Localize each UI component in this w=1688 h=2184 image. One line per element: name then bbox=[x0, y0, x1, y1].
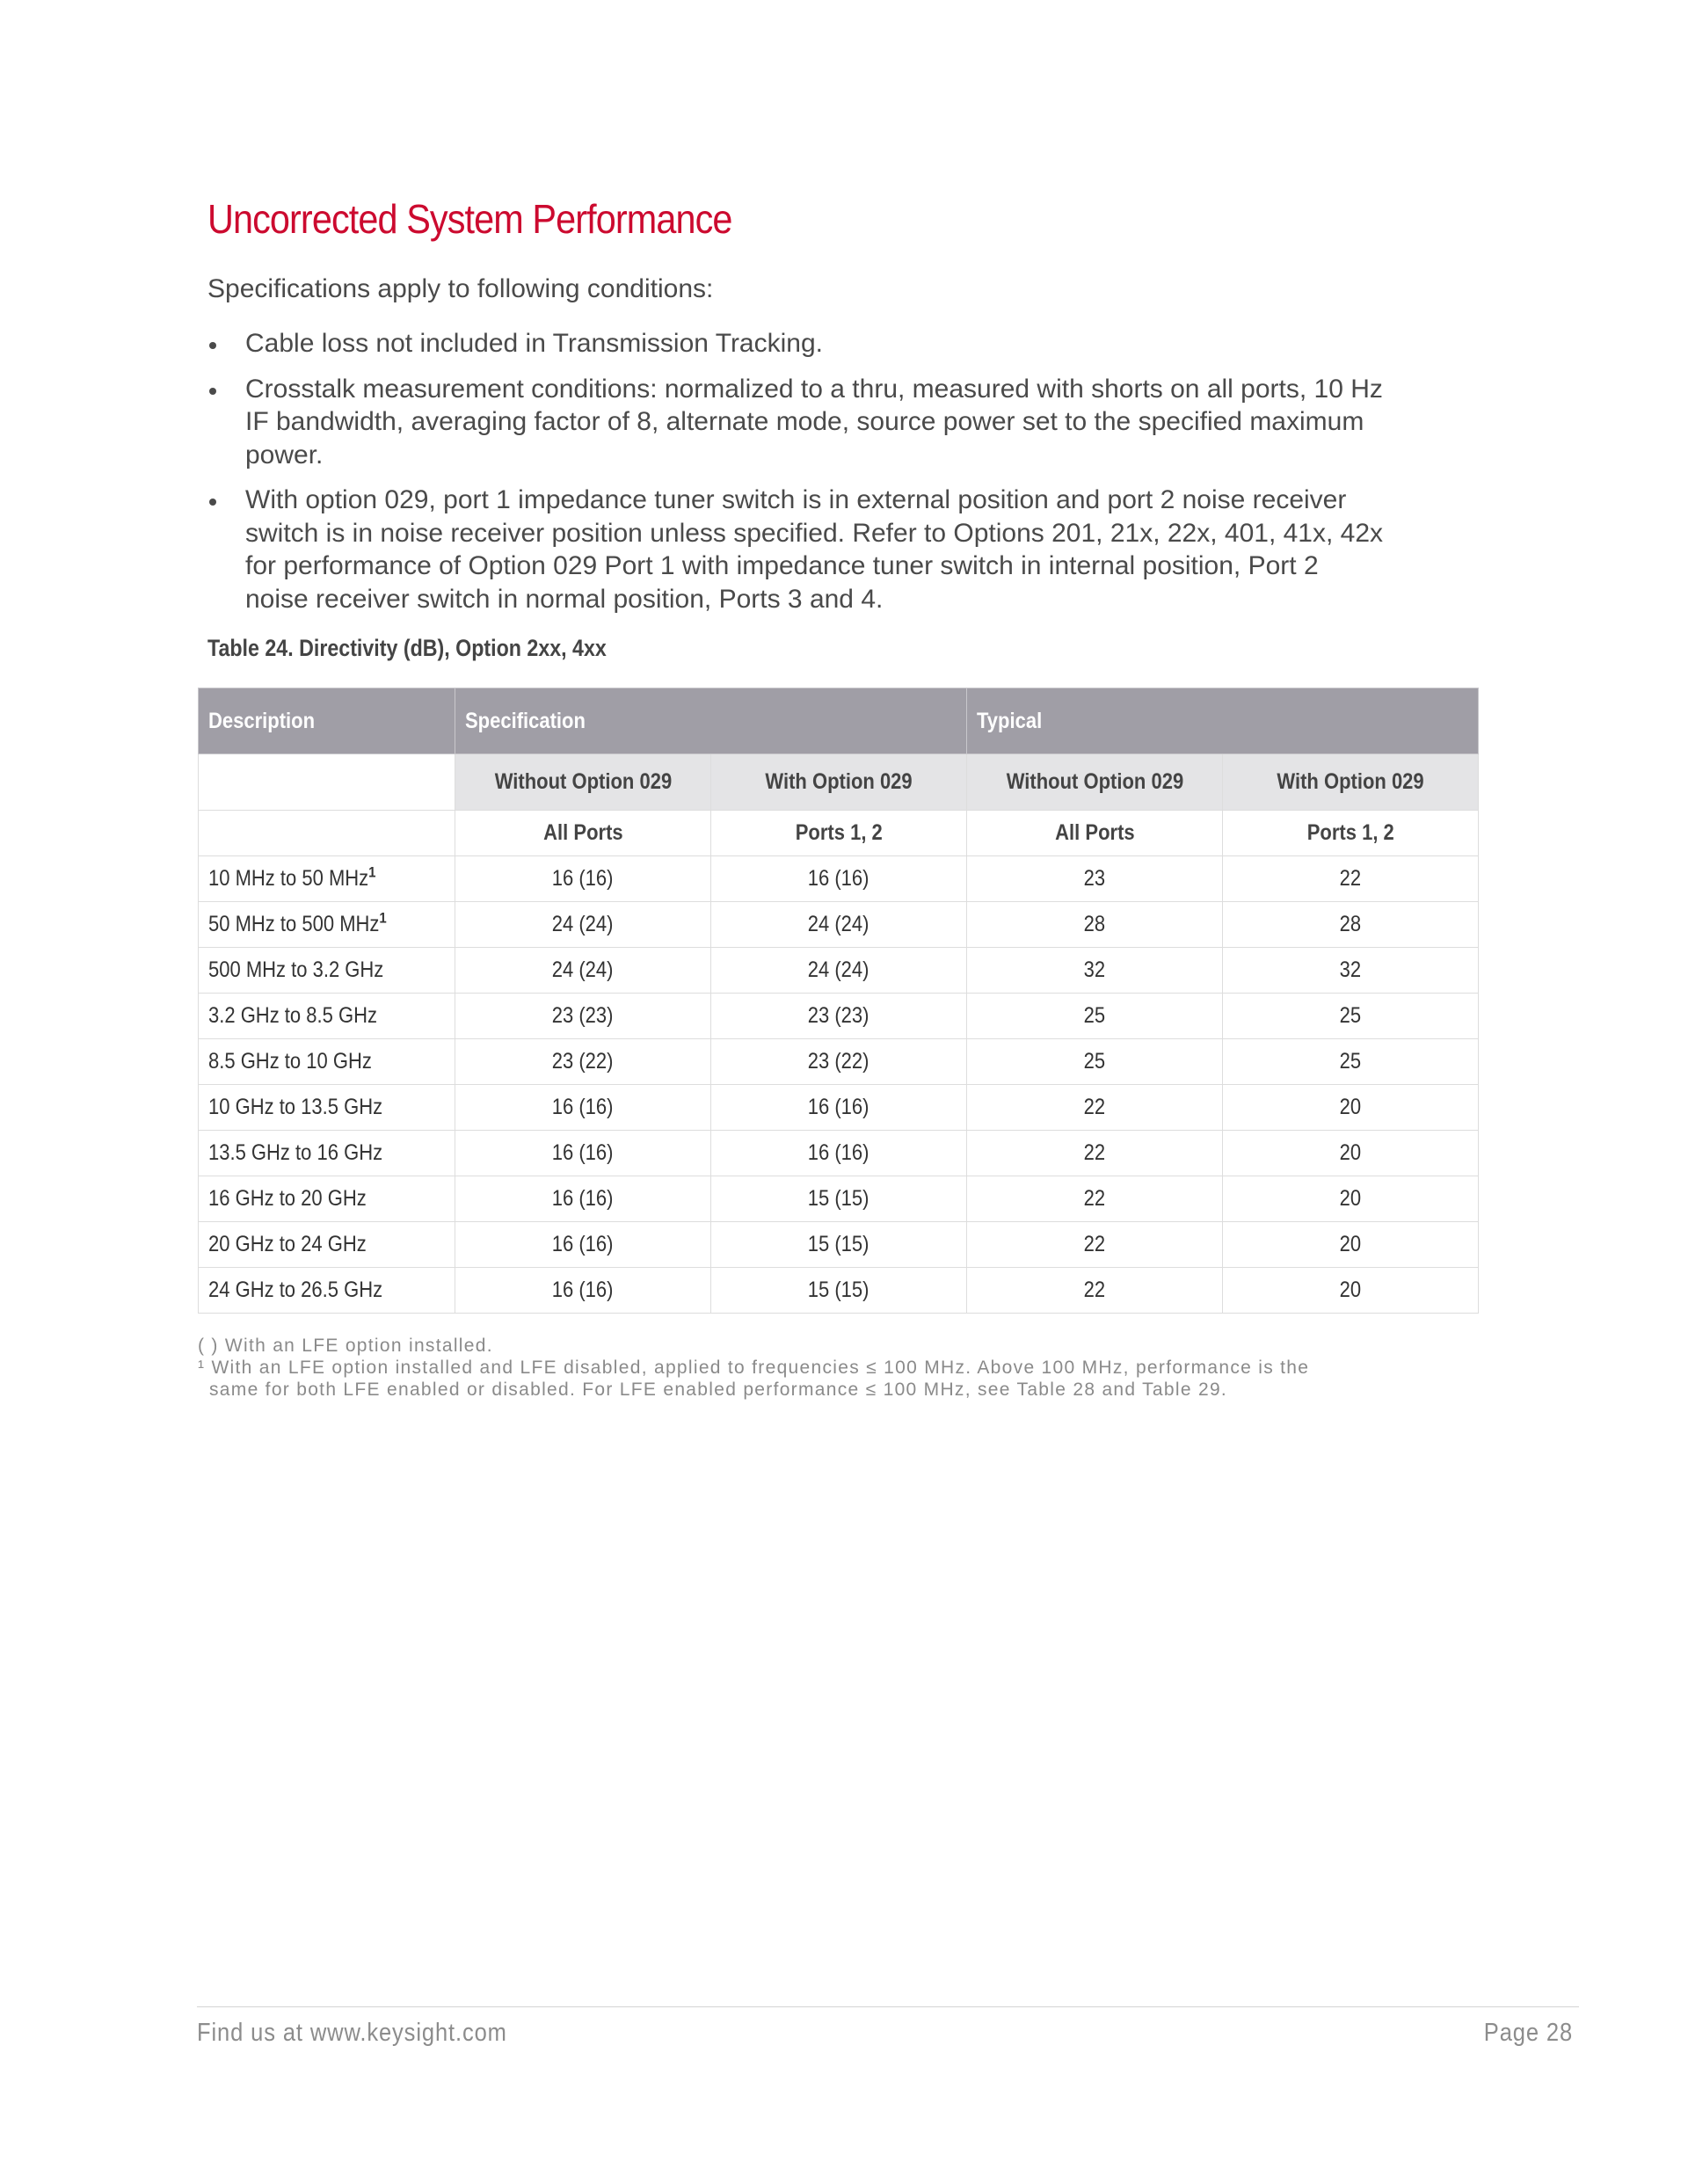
condition-item bbox=[207, 327, 1386, 360]
subheader-spec-with-029: With Option 029 bbox=[711, 754, 967, 811]
row-description bbox=[199, 1131, 455, 1176]
value-cell: 16 (16) bbox=[455, 856, 711, 902]
value-cell: 22 bbox=[967, 1131, 1223, 1176]
value-cell: 22 bbox=[967, 1085, 1223, 1131]
value-cell: 20 bbox=[1223, 1222, 1479, 1268]
row-description bbox=[199, 1085, 455, 1131]
table-row bbox=[199, 902, 1479, 948]
table-row bbox=[199, 994, 1479, 1039]
directivity-table bbox=[198, 688, 1479, 1314]
value-cell: 25 bbox=[1223, 1039, 1479, 1085]
row-description bbox=[199, 948, 455, 994]
value-cell: 20 bbox=[1223, 1176, 1479, 1222]
footnote-1-continued: same for both LFE enabled or disabled. For LFE enabled performance ≤ 100 MHz, see Table 28 and Table 29. bbox=[209, 1380, 1228, 1400]
condition-item bbox=[207, 484, 1386, 615]
bullet-icon bbox=[209, 499, 216, 506]
value-cell: 16 (16) bbox=[711, 856, 967, 902]
value-cell: 16 (16) bbox=[711, 1085, 967, 1131]
table-caption: Table 24. Directivity (dB), Option 2xx, 4xx bbox=[207, 635, 607, 661]
row-description bbox=[199, 1039, 455, 1085]
frequency-range: 20 GHz to 24 GHz bbox=[208, 1232, 367, 1256]
footer-divider bbox=[197, 2006, 1579, 2007]
frequency-range: 500 MHz to 3.2 GHz bbox=[208, 957, 384, 982]
frequency-range: 13.5 GHz to 16 GHz bbox=[208, 1140, 383, 1165]
value-cell: 16 (16) bbox=[455, 1222, 711, 1268]
condition-text: With option 029, port 1 impedance tuner switch is in external position and port 2 noise receiver switch is in noise receiver position unless specified. Refer to Options 201, 21x, 22x, 401, 41x, 42x for performance of Option 029 Port 1 with impedance tuner switch in internal position, Port 2 noise receiver switch in normal position, Ports 3 and 4. bbox=[245, 485, 1384, 614]
row-description bbox=[199, 1222, 455, 1268]
value-cell: 25 bbox=[967, 994, 1223, 1039]
table-row bbox=[199, 1085, 1479, 1131]
table-row bbox=[199, 1039, 1479, 1085]
value-cell: 24 (24) bbox=[711, 902, 967, 948]
frequency-range: 10 GHz to 13.5 GHz bbox=[208, 1095, 383, 1119]
ports-cell: All Ports bbox=[967, 811, 1223, 856]
bullet-icon bbox=[209, 342, 216, 349]
table-row bbox=[199, 856, 1479, 902]
subheader-typ-without-029: Without Option 029 bbox=[967, 754, 1223, 811]
header-specification: Specification bbox=[455, 688, 967, 754]
ports-cell: Ports 1, 2 bbox=[711, 811, 967, 856]
condition-text: Crosstalk measurement conditions: normalized to a thru, measured with shorts on all ports, 10 Hz IF bandwidth, averaging factor of 8, alternate mode, source power set to the specified maximum power. bbox=[245, 374, 1383, 470]
frequency-range: 8.5 GHz to 10 GHz bbox=[208, 1049, 372, 1074]
value-cell: 22 bbox=[967, 1268, 1223, 1314]
value-cell: 23 (23) bbox=[455, 994, 711, 1039]
value-cell: 16 (16) bbox=[455, 1176, 711, 1222]
value-cell: 24 (24) bbox=[455, 948, 711, 994]
table-row bbox=[199, 1268, 1479, 1314]
value-cell: 15 (15) bbox=[711, 1222, 967, 1268]
value-cell: 28 bbox=[967, 902, 1223, 948]
page-title: Uncorrected System Performance bbox=[207, 196, 732, 242]
header-description: Description bbox=[199, 688, 455, 754]
value-cell: 22 bbox=[967, 1176, 1223, 1222]
table-row bbox=[199, 1176, 1479, 1222]
condition-text: Cable loss not included in Transmission Tracking. bbox=[245, 329, 823, 358]
table-row bbox=[199, 1131, 1479, 1176]
value-cell: 20 bbox=[1223, 1085, 1479, 1131]
frequency-range: 24 GHz to 26.5 GHz bbox=[208, 1278, 383, 1302]
value-cell: 32 bbox=[967, 948, 1223, 994]
lfe-note: ( ) With an LFE option installed. bbox=[198, 1336, 493, 1356]
value-cell: 15 (15) bbox=[711, 1268, 967, 1314]
footnote-1-mark: ¹ bbox=[198, 1358, 206, 1378]
footer-page-number: Page 28 bbox=[1483, 2019, 1573, 2047]
footer-website: Find us at www.keysight.com bbox=[197, 2019, 507, 2047]
value-cell: 25 bbox=[967, 1039, 1223, 1085]
header-typical: Typical bbox=[967, 688, 1479, 754]
value-cell: 22 bbox=[967, 1222, 1223, 1268]
row-description bbox=[199, 1268, 455, 1314]
row-description bbox=[199, 1176, 455, 1222]
table-row bbox=[199, 948, 1479, 994]
value-cell: 16 (16) bbox=[455, 1085, 711, 1131]
table-header-row bbox=[199, 688, 1479, 754]
frequency-range: 3.2 GHz to 8.5 GHz bbox=[208, 1003, 377, 1028]
value-cell: 16 (16) bbox=[711, 1131, 967, 1176]
row-description bbox=[199, 994, 455, 1039]
bullet-icon bbox=[209, 388, 216, 395]
subheader-blank bbox=[199, 754, 455, 811]
row-description bbox=[199, 902, 455, 948]
ports-cell: Ports 1, 2 bbox=[1223, 811, 1479, 856]
value-cell: 16 (16) bbox=[455, 1268, 711, 1314]
subheader-typ-with-029: With Option 029 bbox=[1223, 754, 1479, 811]
table-row bbox=[199, 1222, 1479, 1268]
value-cell: 24 (24) bbox=[711, 948, 967, 994]
frequency-range: 50 MHz to 500 MHz bbox=[208, 912, 380, 936]
frequency-range: 16 GHz to 20 GHz bbox=[208, 1186, 367, 1211]
table-ports-row bbox=[199, 811, 1479, 856]
footnote-marker: 1 bbox=[368, 863, 376, 881]
value-cell: 23 bbox=[967, 856, 1223, 902]
value-cell: 23 (23) bbox=[711, 994, 967, 1039]
conditions-list bbox=[207, 327, 1386, 628]
table-body bbox=[199, 856, 1479, 1314]
value-cell: 23 (22) bbox=[711, 1039, 967, 1085]
footnote-1 bbox=[198, 1357, 1429, 1379]
value-cell: 20 bbox=[1223, 1268, 1479, 1314]
value-cell: 15 (15) bbox=[711, 1176, 967, 1222]
value-cell: 24 (24) bbox=[455, 902, 711, 948]
value-cell: 28 bbox=[1223, 902, 1479, 948]
footnote-marker: 1 bbox=[379, 909, 387, 927]
frequency-range: 10 MHz to 50 MHz bbox=[208, 866, 369, 891]
ports-blank bbox=[199, 811, 455, 856]
value-cell: 25 bbox=[1223, 994, 1479, 1039]
ports-cell: All Ports bbox=[455, 811, 711, 856]
table-subheader-row bbox=[199, 754, 1479, 811]
condition-item bbox=[207, 373, 1386, 472]
row-description bbox=[199, 856, 455, 902]
value-cell: 16 (16) bbox=[455, 1131, 711, 1176]
subheader-spec-without-029: Without Option 029 bbox=[455, 754, 711, 811]
value-cell: 32 bbox=[1223, 948, 1479, 994]
value-cell: 23 (22) bbox=[455, 1039, 711, 1085]
value-cell: 20 bbox=[1223, 1131, 1479, 1176]
table-notes bbox=[198, 1335, 1429, 1401]
conditions-intro: Specifications apply to following conditions: bbox=[207, 274, 714, 303]
footnote-1-line1: With an LFE option installed and LFE disabled, applied to frequencies ≤ 100 MHz. Above 100 MHz, performance is the bbox=[211, 1358, 1310, 1378]
value-cell: 22 bbox=[1223, 856, 1479, 902]
